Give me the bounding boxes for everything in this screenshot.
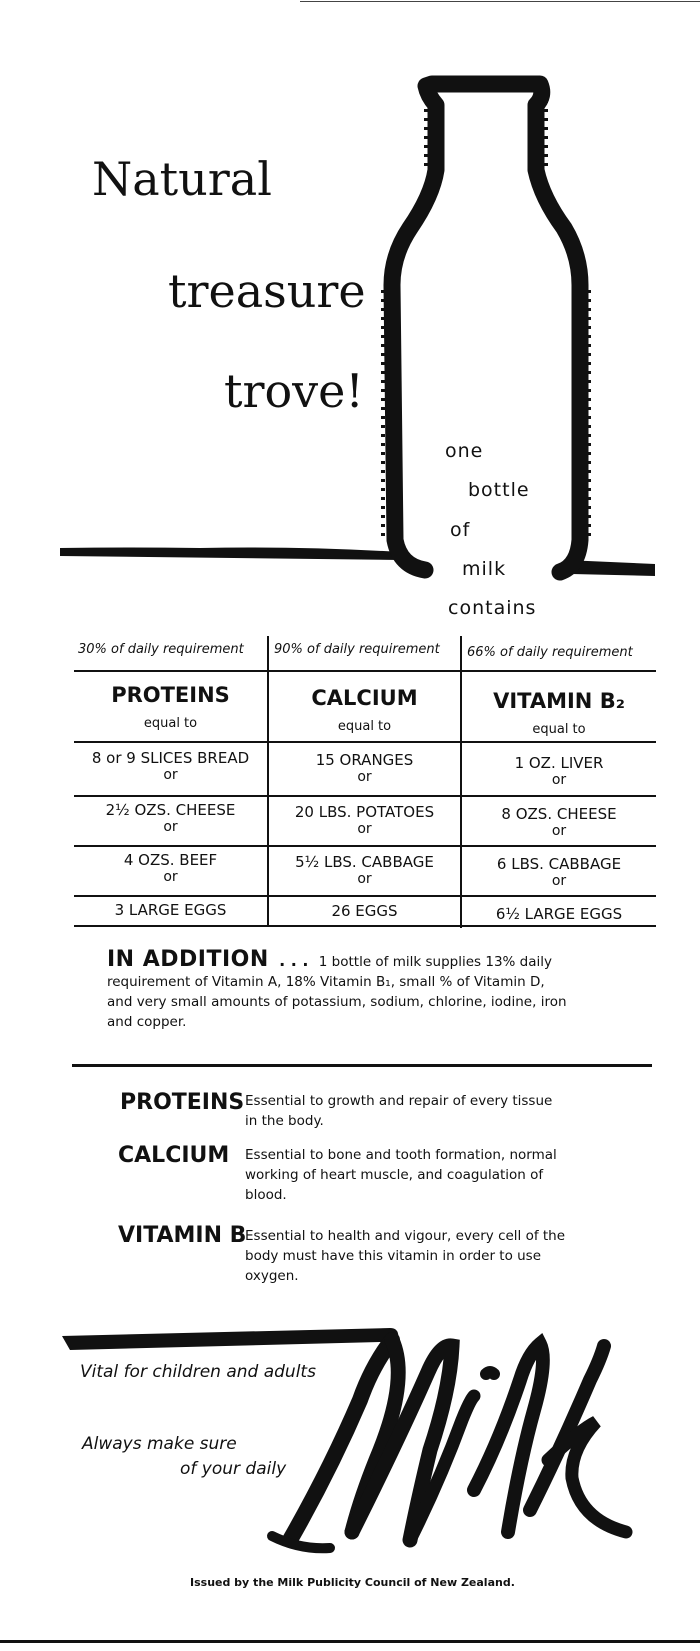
cell-text: 6½ LARGE EGGS — [495, 905, 623, 923]
role-line: in the body. — [245, 1113, 324, 1129]
table-cell — [74, 750, 267, 784]
cell-text: 26 EGGS — [331, 902, 398, 920]
section-divider — [72, 1064, 652, 1067]
cell-text: 15 ORANGES — [315, 751, 414, 769]
bottle-text-one: one — [445, 440, 484, 462]
requirement-vitamin-b2: 66% of daily requirement — [467, 645, 633, 660]
role-line: body must have this vitamin in order to use — [245, 1248, 542, 1264]
role-text-proteins — [245, 1091, 552, 1131]
role-heading-calcium: CALCIUM — [118, 1143, 230, 1168]
headline-line-3: trove! — [224, 364, 364, 418]
cell-or: or — [163, 869, 178, 885]
bottom-border — [0, 1640, 700, 1643]
bottle-text-of: of — [450, 519, 471, 541]
table-cell — [74, 902, 267, 919]
bottle-text-bottle: bottle — [468, 479, 530, 501]
table-cell — [269, 804, 460, 838]
cell-text: 6 LBS. CABBAGE — [496, 855, 622, 873]
role-line: blood. — [245, 1187, 287, 1203]
slogan-line-1: Vital for children and adults — [80, 1362, 316, 1382]
cell-text: 8 OZS. CHEESE — [501, 805, 617, 823]
table-rule-1 — [74, 741, 656, 743]
cell-text: 2½ OZS. CHEESE — [105, 801, 236, 819]
in-addition-dots: . . . — [279, 951, 309, 970]
table-cell — [74, 802, 267, 836]
cell-or: or — [163, 819, 178, 835]
role-heading-vitamin-b: VITAMIN B — [118, 1223, 247, 1248]
cell-or: or — [357, 769, 372, 785]
in-addition-paragraph — [107, 947, 667, 1032]
in-addition-line-1 — [107, 947, 667, 972]
column-header-calcium: CALCIUM — [311, 686, 418, 710]
cell-or: or — [551, 873, 567, 889]
column-equal-vitamin-b2: equal to — [532, 722, 586, 737]
column-equal-calcium: equal to — [337, 719, 392, 734]
headline-line-2: treasure — [168, 264, 366, 318]
role-line: Essential to growth and repair of every tissue — [245, 1093, 553, 1109]
milk-bottle-illustration — [0, 0, 700, 640]
cell-text: 4 OZS. BEEF — [123, 851, 218, 869]
table-cell — [269, 903, 460, 920]
in-addition-text-3: and very small amounts of potassium, sodium, chlorine, iodine, iron — [107, 994, 567, 1010]
cell-text: 20 LBS. POTATOES — [294, 803, 435, 821]
cell-or: or — [551, 823, 567, 839]
footer-credit: Issued by the Milk Publicity Council of New Zealand. — [190, 1576, 515, 1589]
table-cell — [462, 755, 656, 789]
requirement-proteins: 30% of daily requirement — [78, 642, 244, 657]
table-cell — [269, 854, 460, 888]
cell-text: 1 OZ. LIVER — [514, 754, 604, 772]
table-cell — [269, 752, 460, 786]
column-equal-proteins: equal to — [143, 716, 198, 731]
milk-logo-brush — [0, 1300, 700, 1560]
slogan-line-3: of your daily — [180, 1459, 287, 1479]
in-addition-text-1: 1 bottle of milk supplies 13% daily — [318, 954, 552, 970]
in-addition-text-4: and copper. — [107, 1014, 187, 1030]
bottle-text-milk: milk — [462, 558, 507, 580]
cell-text: 8 or 9 SLICES BREAD — [91, 749, 250, 767]
table-rule-4 — [74, 895, 656, 897]
cell-or: or — [163, 767, 178, 783]
role-line: Essential to health and vigour, every cell of the — [245, 1228, 566, 1244]
table-cell — [462, 806, 656, 840]
headline-line-1: Natural — [92, 152, 272, 206]
column-header-vitamin-b2: VITAMIN B₂ — [493, 689, 625, 713]
role-line: working of heart muscle, and coagulation of — [245, 1167, 544, 1183]
cell-or: or — [357, 821, 372, 837]
table-rule-3 — [74, 845, 656, 847]
table-rule-2 — [74, 795, 656, 797]
cell-or: or — [357, 871, 372, 887]
table-cell — [74, 852, 267, 886]
bottle-text-contains: contains — [448, 597, 537, 619]
requirement-calcium: 90% of daily requirement — [274, 642, 440, 657]
slogan-line-2: Always make sure — [82, 1434, 237, 1454]
role-heading-proteins: PROTEINS — [120, 1090, 245, 1115]
cell-or: or — [551, 772, 567, 788]
column-header-proteins: PROTEINS — [111, 683, 230, 707]
table-cell — [462, 906, 656, 923]
table-cell — [462, 856, 656, 890]
role-text-vitamin-b — [245, 1226, 565, 1286]
in-addition-text-2: requirement of Vitamin A, 18% Vitamin B₁, small % of Vitamin D, — [107, 974, 545, 990]
cell-text: 5½ LBS. CABBAGE — [295, 853, 434, 871]
in-addition-heading: IN ADDITION — [107, 947, 269, 972]
role-line: oxygen. — [245, 1268, 299, 1284]
role-text-calcium — [245, 1145, 557, 1205]
cell-text: 3 LARGE EGGS — [114, 901, 227, 919]
table-rule-bottom — [74, 925, 656, 927]
table-rule-top — [74, 670, 656, 672]
role-line: Essential to bone and tooth formation, normal — [245, 1147, 557, 1163]
